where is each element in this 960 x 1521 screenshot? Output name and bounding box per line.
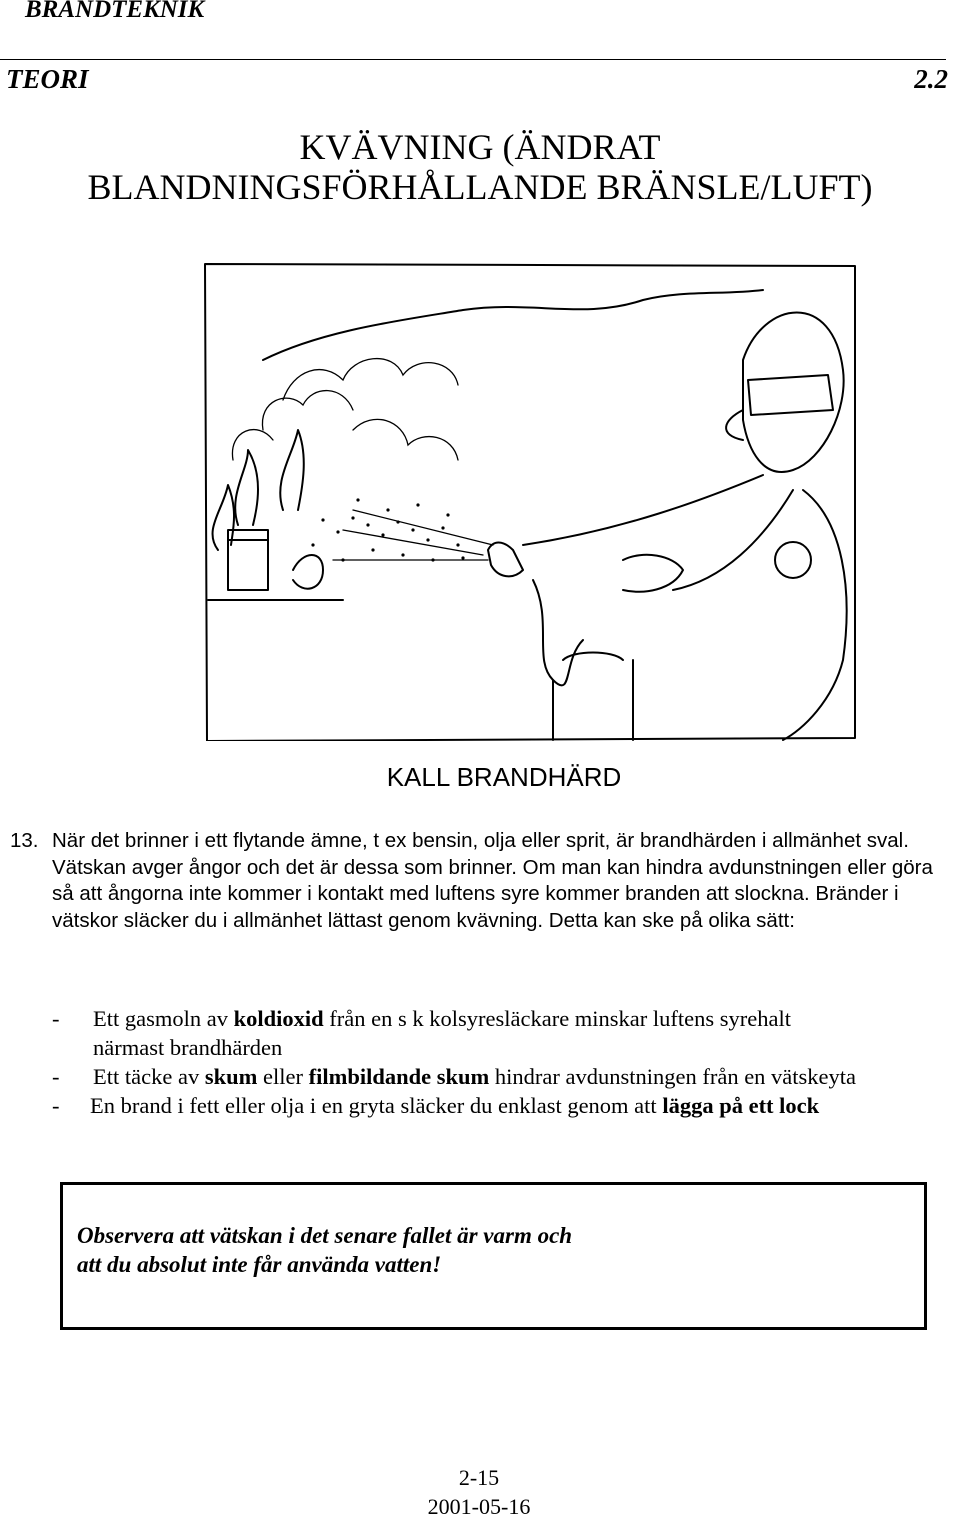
firefighter-extinguishing-icon <box>203 260 858 741</box>
bullet-continuation: närmast brandhärden <box>93 1035 283 1060</box>
bullet-bold-term: skum <box>204 1064 258 1089</box>
bullet-dash: - <box>52 1093 60 1118</box>
warning-note-box <box>60 1182 927 1330</box>
section-subheading: KALL BRANDHÄRD <box>386 762 622 792</box>
warning-note-line-2: att du absolut inte får använda vatten! <box>77 1252 442 1277</box>
header-section-number: 2.2 <box>914 64 948 94</box>
paragraph-13 <box>10 828 955 934</box>
page-number: 2-15 <box>458 1465 500 1490</box>
bullet-text: En brand i fett eller olja i en gryta släcker du enklast genom att <box>90 1093 663 1118</box>
bullet-text: eller <box>257 1064 309 1089</box>
warning-note-line-1: Observera att vätskan i det senare fallet är varm och <box>77 1223 573 1248</box>
bullet-dash: - <box>52 1006 60 1031</box>
bullet-bold-term: lägga på ett lock <box>662 1093 820 1118</box>
bullet-text: hindrar avdunstningen från en vätskeyta <box>489 1064 857 1089</box>
page-title-line-2: BLANDNINGSFÖRHÅLLANDE BRÄNSLE/LUFT) <box>87 167 873 207</box>
bullet-text: Ett gasmoln av <box>93 1006 234 1031</box>
paragraph-number: 13. <box>10 829 39 852</box>
bullet-dash: - <box>52 1064 60 1089</box>
page-title <box>0 127 960 207</box>
illustration-figure <box>203 260 858 741</box>
bullet-text: från en s k kolsyresläckare minskar luftens syrehalt <box>323 1006 792 1031</box>
bullet-text: Ett täcke av <box>93 1064 205 1089</box>
paragraph-text: När det brinner i ett flytande ämne, t ex bensin, olja eller sprit, är brandhärden i allmänhet sval. Vätskan avger ångor och det är dessa som brinner. Om man kan hindra avdunstningen eller göra så att ångorna inte kommer i kontakt med luftens syre kommer branden att slockna. Bränder i vätskor släcker du i allmänhet lättast genom kvävning. Detta kan ske på olika sätt: <box>52 829 933 932</box>
footer-date: 2001-05-16 <box>427 1494 531 1519</box>
bullet-bold-term: koldioxid <box>233 1006 324 1031</box>
header-section-label: TEORI <box>6 64 89 94</box>
bullet-bold-term: filmbildande skum <box>308 1064 490 1089</box>
page-title-line-1: KVÄVNING (ÄNDRAT <box>299 127 661 167</box>
bullet-list <box>0 1004 960 1120</box>
header-rule <box>0 59 946 60</box>
bullet-item <box>0 1062 960 1091</box>
bullet-item <box>0 1004 960 1062</box>
header-brand: BRANDTEKNIK <box>25 0 205 23</box>
bullet-item <box>0 1091 960 1120</box>
warning-note-text <box>77 1221 572 1279</box>
